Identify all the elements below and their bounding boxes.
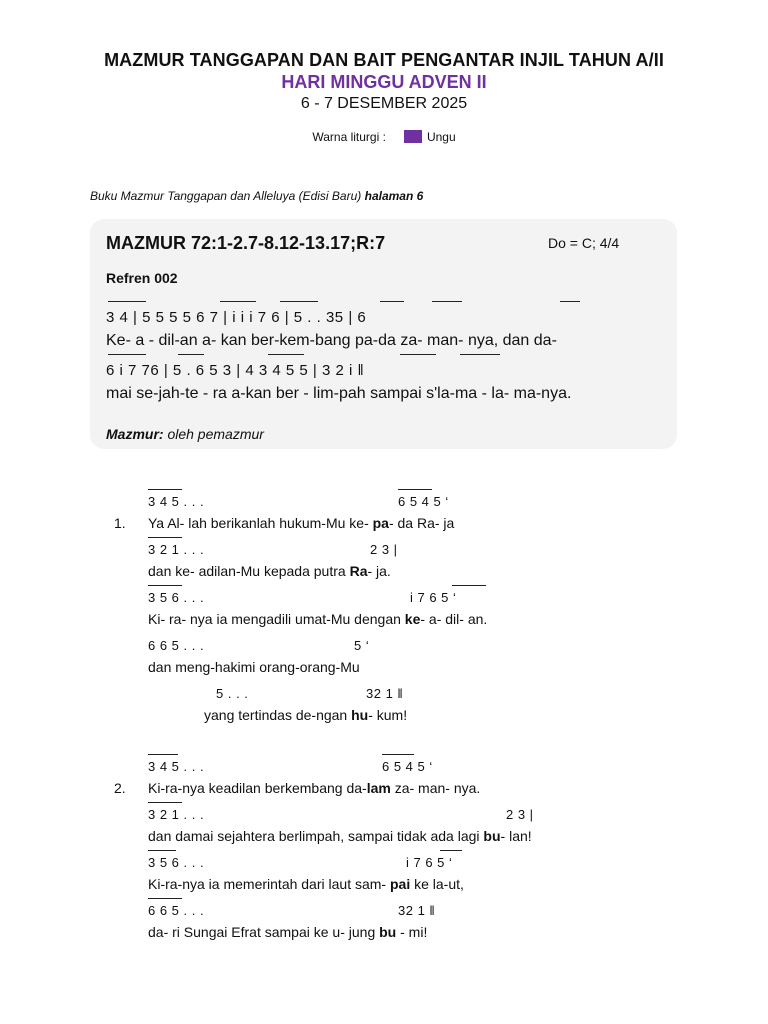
book-reference-text: Buku Mazmur Tanggapan dan Alleluya (Edisi Baru) (90, 189, 362, 203)
verse-line (148, 876, 464, 892)
verse-number: 1. (114, 515, 126, 531)
book-reference (90, 189, 423, 203)
verse-text-accent: lam (366, 780, 391, 796)
verse-notes-left: 6 6 5 . . . (148, 638, 205, 653)
verse-text: dan meng-hakimi orang-orang-Mu (148, 659, 360, 675)
beam (280, 301, 318, 302)
beam (148, 489, 182, 490)
verse-notes-right: 2 3 | (506, 807, 534, 822)
verse-notes-right: 6 5 4 5 ‘ (398, 494, 449, 509)
beam (148, 585, 182, 586)
verse-text: Ya Al- lah berikanlah hukum-Mu ke- (148, 515, 373, 531)
verse-text: - da Ra- ja (388, 515, 455, 531)
beam (560, 301, 580, 302)
verse-line (204, 707, 407, 723)
liturgical-color-name: Ungu (426, 130, 456, 144)
beam (432, 301, 462, 302)
verse-text: dan damai sejahtera berlimpah, sampai tidak ada lagi (148, 828, 484, 844)
verse-text-accent: pai (389, 876, 411, 892)
verse-line (148, 828, 532, 844)
date-label: 6 - 7 DESEMBER 2025 (300, 95, 468, 112)
verse-text: - a- dil- an. (420, 611, 488, 627)
beam (460, 354, 500, 355)
verse-number: 2. (114, 780, 126, 796)
verse-notes-right: 6 5 4 5 ‘ (382, 759, 433, 774)
beam (148, 754, 178, 755)
beam (382, 754, 414, 755)
beam (398, 489, 432, 490)
verse-notes-right: 32 1 ‖ (366, 686, 404, 701)
verse-text: da- ri Sungai Efrat sampai ke u- jung (148, 924, 380, 940)
refrain-label: Refren 002 (106, 270, 178, 286)
psalm-reference: MAZMUR 72:1-2.7-8.12-13.17;R:7 (106, 233, 386, 253)
beam (380, 301, 404, 302)
beam (108, 354, 146, 355)
liturgical-color-label: Warna liturgi : (312, 130, 386, 144)
beam (440, 850, 462, 851)
verse-line (148, 563, 391, 579)
verse-text: ke la-ut, (410, 876, 464, 892)
verse-text-accent: hu (351, 707, 369, 723)
refrain-box (90, 219, 677, 449)
verse-text-accent: bu (379, 924, 397, 940)
verse-notes-left: 3 2 1 . . . (148, 542, 205, 557)
refrain-lyrics-1: Ke- a - dil-an a- kan ber-kem-bang pa-da za- man- nya, dan da- (106, 332, 557, 349)
verse-notes-right: 2 3 | (370, 542, 398, 557)
verse-notes-left: 6 6 5 . . . (148, 903, 205, 918)
verse-notes-right: 32 1 ‖ (398, 903, 436, 918)
verse-notes-left: 3 2 1 . . . (148, 807, 205, 822)
verse-notes-left: 5 . . . (216, 686, 249, 701)
verse-text-accent: ke (404, 611, 421, 627)
verse-text: Ki- ra- nya ia mengadili umat-Mu dengan (148, 611, 405, 627)
verse-notes-left: 3 4 5 . . . (148, 494, 205, 509)
verse-line (148, 780, 480, 796)
verse-text: - lan! (500, 828, 532, 844)
book-reference-page: halaman 6 (364, 189, 424, 203)
verse-text-accent: Ra (349, 563, 368, 579)
verse-text: Ki-ra-nya ia memerintah dari laut sam- (148, 876, 390, 892)
verse-notes-right: 5 ‘ (354, 638, 370, 653)
verse-line (148, 515, 454, 531)
verse-text: yang tertindas de-ngan (204, 707, 352, 723)
beam (148, 537, 182, 538)
verse-text: za- man- nya. (390, 780, 481, 796)
refrain-notes-1: 3 4 | 5 5 5 5 6 7 | i i i 7 6 | 5 . . 35 | 6 (106, 309, 367, 326)
beam (220, 301, 256, 302)
verse-notes-left: 3 4 5 . . . (148, 759, 205, 774)
verse-line (148, 659, 360, 675)
beam (148, 850, 176, 851)
liturgical-color-line (0, 130, 768, 144)
verse-notes-right: i 7 6 5 ‘ (406, 855, 453, 870)
refrain-lyrics-2: mai se-jah-te - ra a-kan ber - lim-pah sampai s'la-ma - la- ma-nya. (106, 385, 572, 402)
verse-line (148, 611, 487, 627)
verse-text-accent: pa (372, 515, 389, 531)
beam (268, 354, 304, 355)
verse-text: - kum! (368, 707, 408, 723)
psalmist-label: Mazmur: (106, 426, 164, 442)
beam (400, 354, 436, 355)
page-title: MAZMUR TANGGAPAN DAN BAIT PENGANTAR INJIL TAHUN A/II (104, 50, 664, 70)
key-signature: Do = C; 4/4 (548, 235, 620, 251)
verse-text: - mi! (396, 924, 428, 940)
refrain-notes-2: 6 i 7 76 | 5 . 6 5 3 | 4 3 4 5 5 | 3 2 i ‖ (106, 362, 365, 379)
page-subtitle: HARI MINGGU ADVEN II (281, 72, 487, 92)
beam (148, 898, 182, 899)
beam (148, 802, 182, 803)
beam (178, 354, 204, 355)
beam (108, 301, 146, 302)
beam (452, 585, 486, 586)
color-swatch (404, 130, 422, 143)
verse-text: - ja. (367, 563, 391, 579)
verse-notes-left: 3 5 6 . . . (148, 855, 205, 870)
verse-text: Ki-ra-nya keadilan berkembang da- (148, 780, 367, 796)
verse-notes-right: i 7 6 5 ‘ (410, 590, 457, 605)
verse-text-accent: bu (483, 828, 501, 844)
psalmist-text: oleh pemazmur (167, 426, 264, 442)
verse-text: dan ke- adilan-Mu kepada putra (148, 563, 350, 579)
verse-line (148, 924, 427, 940)
psalmist-note (106, 426, 264, 442)
verse-notes-left: 3 5 6 . . . (148, 590, 205, 605)
